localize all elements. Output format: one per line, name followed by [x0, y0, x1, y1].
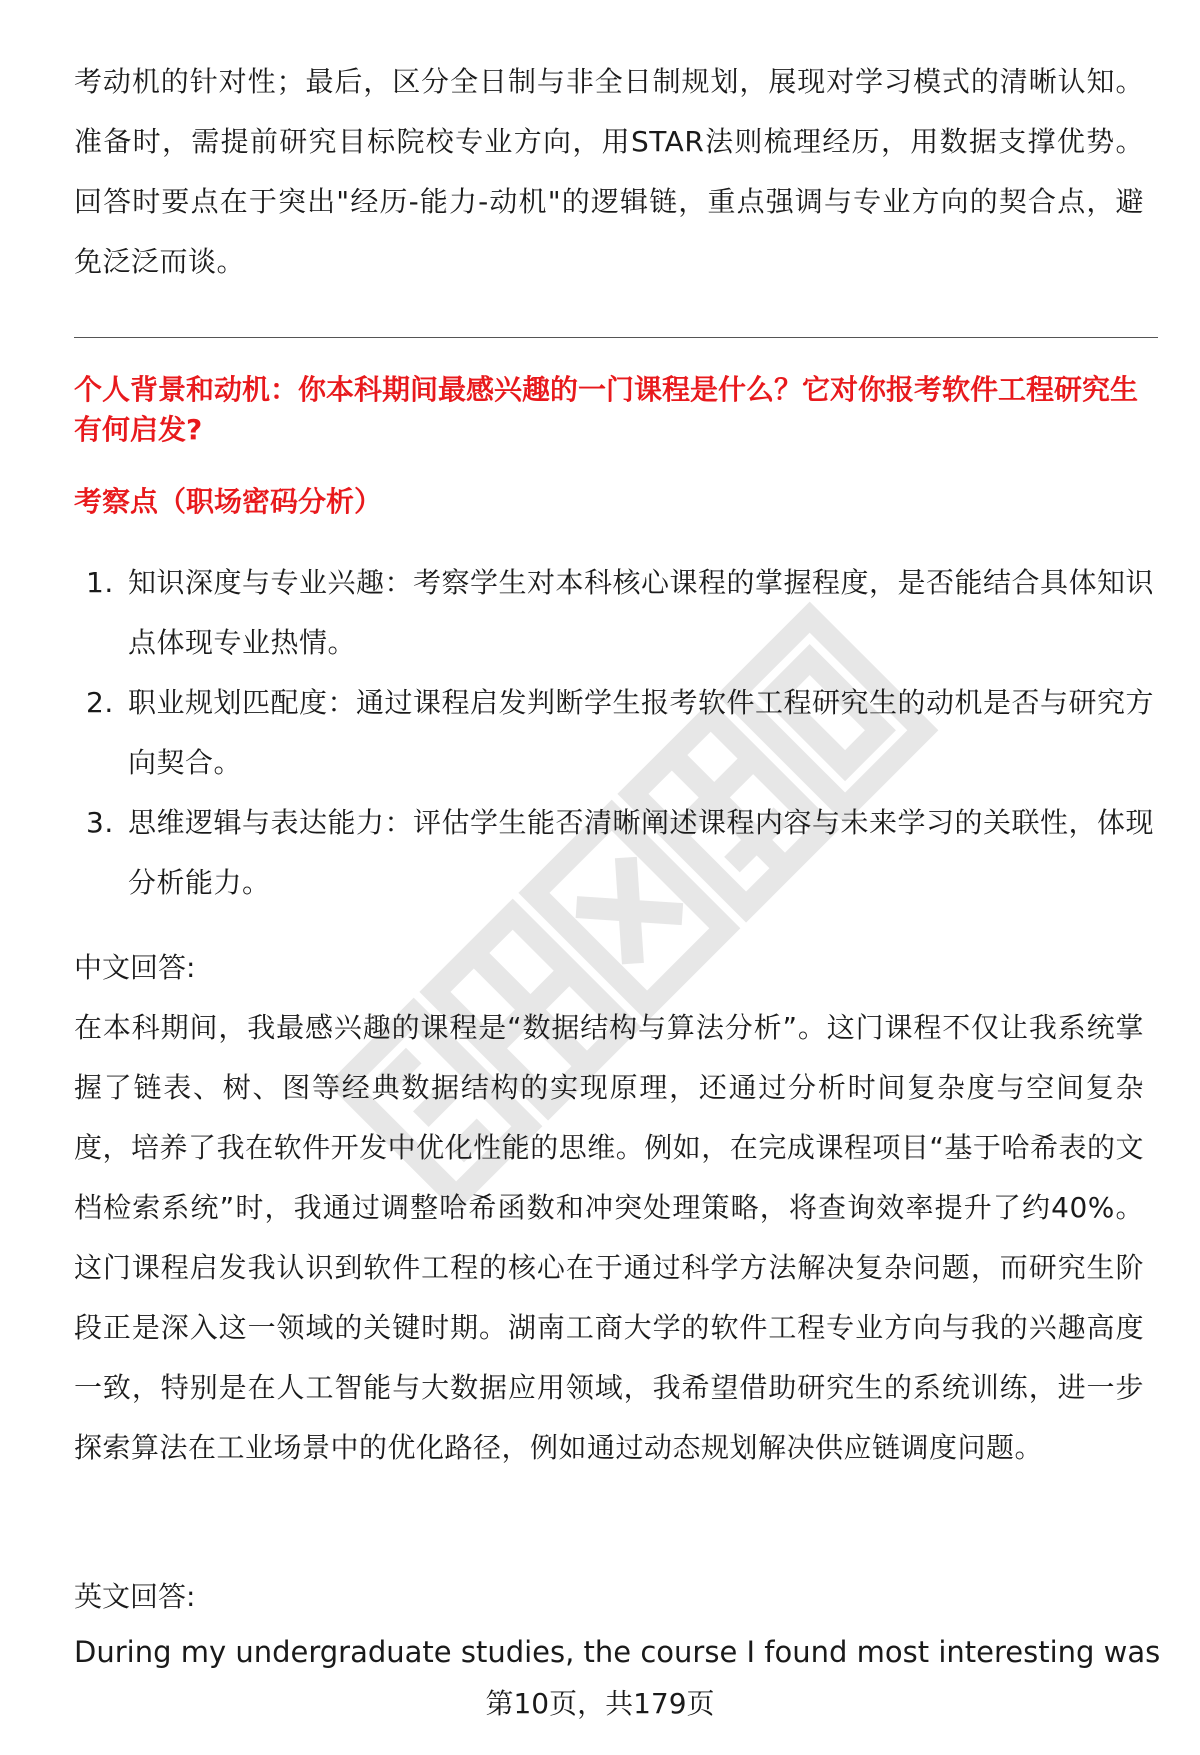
list-item-text: 思维逻辑与表达能力：评估学生能否清晰阐述课程内容与未来学习的关联性，体现分析能力。 [128, 806, 1155, 899]
chinese-answer-text: 在本科期间，我最感兴趣的课程是“数据结构与算法分析”。这门课程不仅让我系统掌握了链表、树、图等经典数据结构的实现原理，还通过分析时间复杂度与空间复杂度，培养了我在软件开发中优化性能的思维。例如，在完成课程项目“基于哈希表的文档检索系统”时，我通过调整哈希函数和冲突处理策略，将查询效率提升了约40%。这门课程启发我认识到软件工程的核心在于通过科学方法解决复杂问题，而研究生阶段正是深入这一领域的关键时期。湖南工商大学的软件工程专业方向与我的兴趣高度一致，特别是在人工智能与大数据应用领域，我希望借助研究生的系统训练，进一步探索算法在工业场景中的优化路径，例如通过动态规划解决供应链调度问题。 [74, 1011, 1144, 1464]
list-item [74, 673, 1154, 793]
chinese-answer-label: 中文回答: [74, 951, 196, 984]
list-item-text: 知识深度与专业兴趣：考察学生对本科核心课程的掌握程度，是否能结合具体知识点体现专业热情。 [128, 566, 1155, 659]
assessment-points-list [74, 553, 1154, 913]
section-heading: 考察点（职场密码分析） [74, 485, 383, 518]
list-item-number: 3. [86, 806, 114, 839]
list-item-text: 职业规划匹配度：通过课程启发判断学生报考软件工程研究生的动机是否与研究方向契合。 [128, 686, 1155, 779]
list-item-number: 1. [86, 566, 114, 599]
list-item [74, 553, 1154, 673]
list-item [74, 793, 1154, 913]
english-answer-label: 英文回答: [74, 1580, 196, 1613]
page-number-footer: 第10页，共179页 [485, 1687, 715, 1720]
question-title: 个人背景和动机：你本科期间最感兴趣的一门课程是什么？它对你报考软件工程研究生有何启发? [74, 373, 1139, 446]
intro-paragraph: 考动机的针对性；最后，区分全日制与非全日制规划，展现对学习模式的清晰认知。准备时，需提前研究目标院校专业方向，用STAR法则梳理经历，用数据支撑优势。回答时要点在于突出"经历-能力-动机"的逻辑链，重点强调与专业方向的契合点，避免泛泛而谈。 [74, 65, 1144, 278]
section-divider [74, 337, 1158, 338]
english-answer-text: During my undergraduate studies, the course I found most interesting was [74, 1635, 1161, 1669]
list-item-number: 2. [86, 686, 114, 719]
